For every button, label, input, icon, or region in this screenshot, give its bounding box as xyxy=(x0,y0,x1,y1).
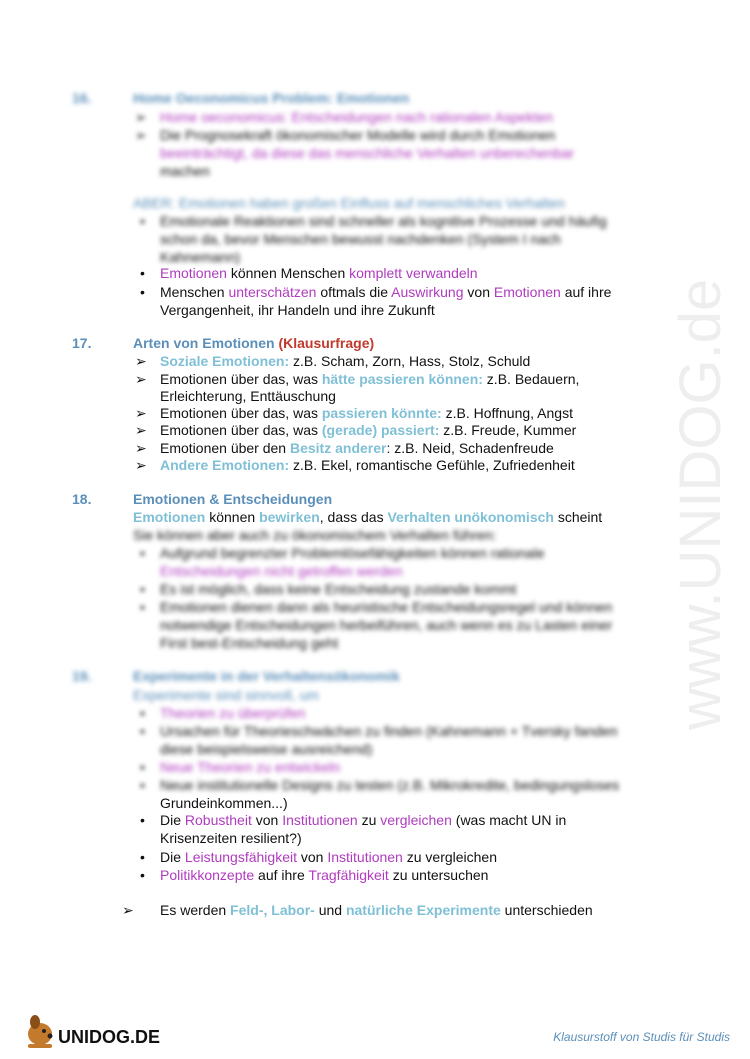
list-item-cont: schon da, bevor Menschen bewusst nachdenken (System I nach xyxy=(160,231,561,247)
bullet-icon: • xyxy=(140,849,145,865)
arrow-bullet-icon: ➢ xyxy=(135,353,147,369)
bullet-icon: • xyxy=(140,599,145,615)
section-title: Experimente in der Verhaltensökonomik xyxy=(133,668,400,684)
list-item: Emotionen über das, was (gerade) passiert: z.B. Freude, Kummer xyxy=(160,422,577,438)
bullet-icon: • xyxy=(140,284,145,300)
list-item-cont: machen xyxy=(160,163,210,179)
section-title: Emotionen & Entscheidungen xyxy=(133,491,333,507)
list-item: Es ist möglich, dass keine Entscheidung zustande kommt xyxy=(160,581,517,597)
section-number: 19. xyxy=(72,668,92,684)
list-item: Emotionen dienen dann als heuristische Entscheidungsregel und können xyxy=(160,599,613,615)
section-number: 18. xyxy=(72,491,92,507)
list-item-cont: Erleichterung, Enttäuschung xyxy=(160,388,336,404)
unidog-logo xyxy=(22,1010,172,1050)
arrow-bullet-icon: ➢ xyxy=(135,457,147,473)
paragraph: Emotionen können bewirken, dass das Verhalten unökonomisch scheint xyxy=(133,509,603,525)
section-title: Arten von Emotionen (Klausurfrage) xyxy=(133,335,375,351)
dog-icon xyxy=(28,1015,53,1048)
list-item-cont: notwendige Entscheidungen herbeiführen, auch wenn es zu Lasten einer xyxy=(160,617,613,633)
list-item: Emotionale Reaktionen sind schneller als kognitive Prozesse und häufig xyxy=(160,213,607,229)
watermark-text: www.UNIDOG.de xyxy=(668,278,733,730)
arrow-bullet-icon: ➢ xyxy=(135,371,147,387)
bullet-icon: • xyxy=(140,723,145,739)
list-item: Theorien zu überprüfen xyxy=(160,705,306,721)
arrow-bullet-icon: ➢ xyxy=(135,422,147,438)
arrow-bullet-icon: ➢ xyxy=(122,902,134,918)
list-item-cont: Vergangenheit, ihr Handeln und ihre Zukunft xyxy=(160,302,435,318)
list-item: Neue Theorien zu entwickeln xyxy=(160,759,341,775)
paragraph: ABER: Emotionen haben großen Einfluss auf menschliches Verhalten xyxy=(133,195,565,211)
section-number: 16. xyxy=(72,90,92,106)
list-item-cont: Entscheidungen nicht getroffen werden xyxy=(160,563,403,579)
list-item: Andere Emotionen: z.B. Ekel, romantische Gefühle, Zufriedenheit xyxy=(160,457,575,473)
arrow-bullet-icon: ➢ xyxy=(135,109,147,125)
list-item: Emotionen über den Besitz anderer: z.B. Neid, Schadenfreude xyxy=(160,440,554,456)
bullet-icon: • xyxy=(140,777,145,793)
list-item: Politikkonzepte auf ihre Tragfähigkeit zu untersuchen xyxy=(160,867,489,883)
logo-text: UNIDOG.DE xyxy=(58,1027,161,1047)
section-title: Home Oeconomicus Problem: Emotionen xyxy=(133,90,410,106)
arrow-bullet-icon: ➢ xyxy=(135,127,147,143)
list-item: Aufgrund begrenzter Problemlösefähigkeiten können rationale xyxy=(160,545,545,561)
arrow-bullet-icon: ➢ xyxy=(135,440,147,456)
list-item: Emotionen können Menschen komplett verwandeln xyxy=(160,265,478,281)
list-item-cont: beeinträchtigt, da diese das menschliche Verhalten unberechenbar xyxy=(160,145,575,161)
list-item: Soziale Emotionen: z.B. Scham, Zorn, Hass, Stolz, Schuld xyxy=(160,353,531,369)
bullet-icon: • xyxy=(140,705,145,721)
bullet-icon: • xyxy=(140,213,145,229)
list-item: Home oeconomicus: Entscheidungen nach rationalen Aspekten xyxy=(160,109,554,125)
list-item-cont: diese beispielsweise ausreichend) xyxy=(160,741,373,757)
bullet-icon: • xyxy=(140,265,145,281)
list-item: Emotionen über das, was hätte passieren können: z.B. Bedauern, xyxy=(160,371,580,387)
section-number: 17. xyxy=(72,335,92,351)
list-item: Menschen unterschätzen oftmals die Auswirkung von Emotionen auf ihre xyxy=(160,284,612,300)
list-item-cont: First best-Entscheidung geht xyxy=(160,635,339,651)
arrow-bullet-icon: ➢ xyxy=(135,405,147,421)
paragraph: Sie können aber auch zu ökonomischem Verhalten führen: xyxy=(133,527,497,543)
bullet-icon: • xyxy=(140,759,145,775)
list-item: Emotionen über das, was passieren könnte: z.B. Hoffnung, Angst xyxy=(160,405,573,421)
list-item: Ursachen für Theorieschwächen zu finden (Kahnemann + Tversky fanden xyxy=(160,723,618,739)
bullet-icon: • xyxy=(140,545,145,561)
paragraph: Experimente sind sinnvoll, um xyxy=(133,687,319,703)
list-item: Die Prognosekraft ökonomischer Modelle wird durch Emotionen xyxy=(160,127,556,143)
bullet-icon: • xyxy=(140,867,145,883)
bullet-icon: • xyxy=(140,812,145,828)
list-item: Die Robustheit von Institutionen zu vergleichen (was macht UN in xyxy=(160,812,567,828)
conclusion: Es werden Feld-, Labor- und natürliche Experimente unterschieden xyxy=(160,902,593,918)
list-item: Die Leistungsfähigkeit von Institutionen zu vergleichen xyxy=(160,849,498,865)
list-item-cont: Krisenzeiten resilient?) xyxy=(160,830,302,846)
bullet-icon: • xyxy=(140,581,145,597)
list-item-cont: Grundeinkommen...) xyxy=(160,795,288,811)
list-item: Neue institutionelle Designs zu testen (z.B. Mikrokredite, bedingungsloses xyxy=(160,777,620,793)
list-item-cont: Kahnemann) xyxy=(160,249,241,265)
watermark xyxy=(640,275,750,735)
footer-tagline: Klausurstoff von Studis für Studis xyxy=(553,1030,730,1044)
